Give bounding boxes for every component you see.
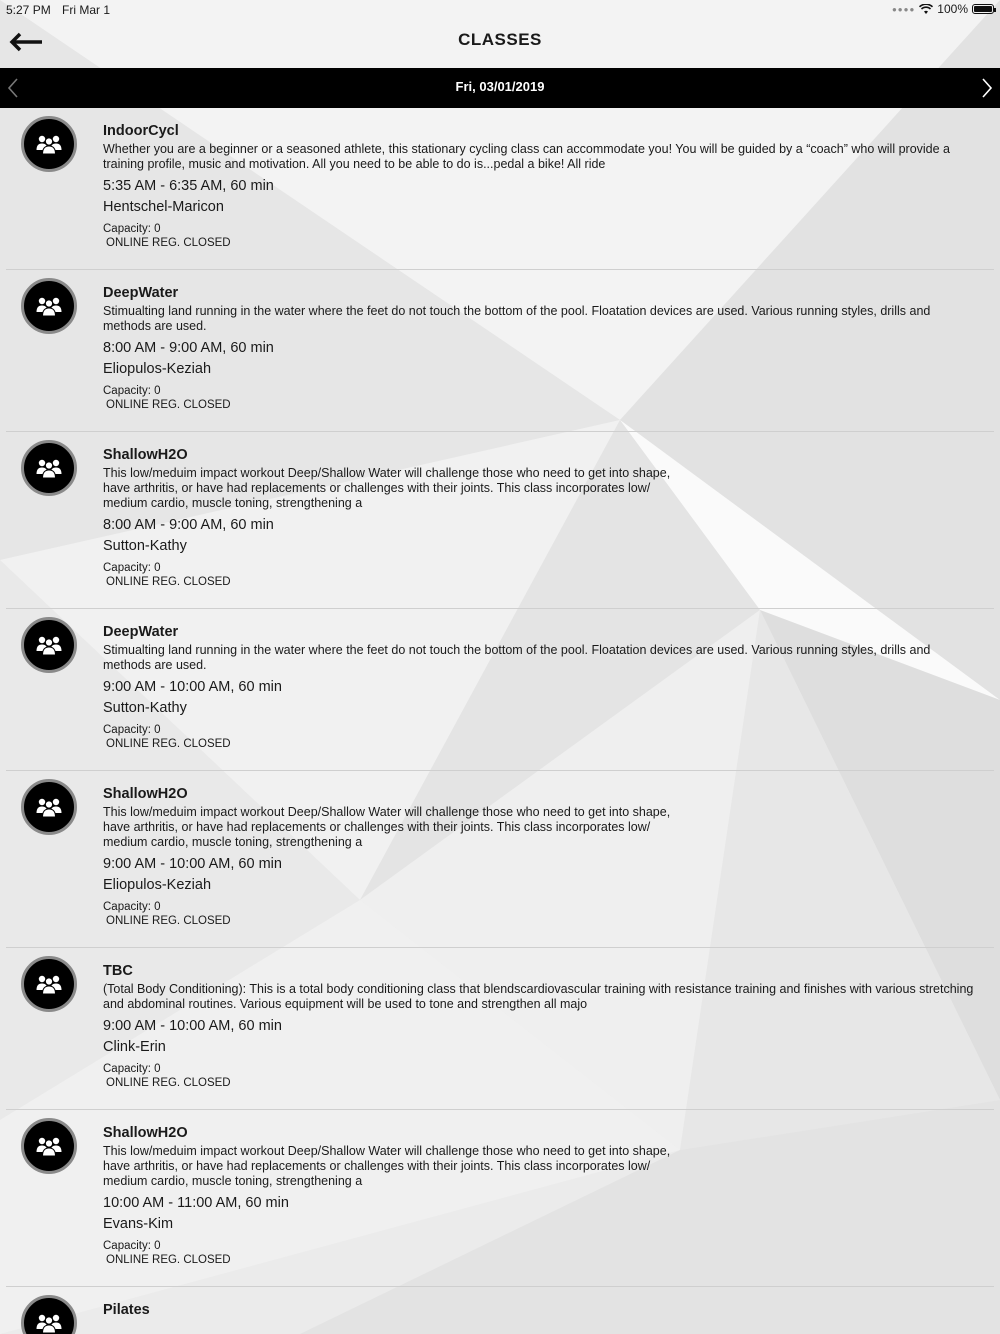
class-title: ShallowH2O bbox=[103, 786, 188, 802]
class-description: Whether you are a beginner or a seasoned athlete, this stationary cycling class can accommodate you! You will be guided by a “coach” who will provide a training profile, music and motivation. All you need to be able to do is...pedal a bike! All ride bbox=[103, 142, 951, 171]
class-list-item[interactable] bbox=[6, 948, 994, 1110]
registration-status bbox=[103, 1325, 980, 1334]
group-class-avatar bbox=[21, 1118, 77, 1174]
registration-status: ONLINE REG. CLOSED bbox=[106, 1077, 231, 1089]
class-capacity: Capacity: 0 bbox=[103, 901, 161, 913]
class-description: This low/meduim impact workout Deep/Shallow Water will challenge those who need to get into shape, have arthritis, or have had replacements or challenges with their joints. This class incorporates low/ medium cardio, muscle toning, strengthening a bbox=[103, 805, 671, 849]
class-title: ShallowH2O bbox=[103, 447, 188, 463]
group-people-icon bbox=[34, 973, 64, 995]
class-time: 9:00 AM - 10:00 AM, 60 min bbox=[103, 856, 282, 872]
class-title: DeepWater bbox=[103, 285, 179, 301]
group-people-icon bbox=[34, 796, 64, 818]
current-date: Fri, 03/01/2019 bbox=[455, 79, 545, 94]
class-title: TBC bbox=[103, 963, 133, 979]
next-day-button[interactable] bbox=[976, 76, 996, 100]
class-title: IndoorCycl bbox=[103, 123, 179, 139]
group-class-avatar bbox=[21, 440, 77, 496]
class-instructor: Evans-Kim bbox=[103, 1216, 174, 1232]
class-description: (Total Body Conditioning): This is a total body conditioning class that blendscardiovascular training with resistance training and finishes with various stretching and abdominal routines. Various equipment will be used to tone and strengthen all majo bbox=[103, 982, 974, 1011]
class-time: 10:00 AM - 11:00 AM, 60 min bbox=[103, 1195, 289, 1211]
class-description: This low/meduim impact workout Deep/Shallow Water will challenge those who need to get into shape, have arthritis, or have had replacements or challenges with their joints. This class incorporates low/ medium cardio, muscle toning, strengthening a bbox=[103, 466, 671, 510]
class-instructor: Sutton-Kathy bbox=[103, 700, 187, 716]
group-class-avatar bbox=[21, 779, 77, 835]
class-list-item[interactable] bbox=[6, 1110, 994, 1287]
chevron-right-icon bbox=[976, 76, 996, 100]
class-list-item[interactable] bbox=[6, 771, 994, 948]
registration-status: ONLINE REG. CLOSED bbox=[106, 576, 231, 588]
class-list-item[interactable] bbox=[6, 108, 994, 270]
group-people-icon bbox=[34, 133, 64, 155]
class-title: Pilates bbox=[103, 1302, 150, 1318]
registration-status: ONLINE REG. CLOSED bbox=[106, 915, 231, 927]
page-title: CLASSES bbox=[458, 30, 542, 49]
group-class-avatar bbox=[21, 278, 77, 334]
class-capacity: Capacity: 0 bbox=[103, 223, 161, 235]
group-class-avatar bbox=[21, 116, 77, 172]
class-time: 5:35 AM - 6:35 AM, 60 min bbox=[103, 178, 274, 194]
group-people-icon bbox=[34, 295, 64, 317]
class-instructor: Hentschel-Maricon bbox=[103, 199, 224, 215]
status-time: 5:27 PM bbox=[6, 3, 51, 17]
class-title: DeepWater bbox=[103, 624, 179, 640]
class-title: ShallowH2O bbox=[103, 1125, 188, 1141]
class-capacity: Capacity: 0 bbox=[103, 385, 161, 397]
class-list-item[interactable] bbox=[6, 1287, 994, 1334]
class-time: 8:00 AM - 9:00 AM, 60 min bbox=[103, 340, 274, 356]
group-people-icon bbox=[34, 457, 64, 479]
battery-icon bbox=[972, 4, 994, 14]
class-time: 9:00 AM - 10:00 AM, 60 min bbox=[103, 1018, 282, 1034]
battery-percent: 100% bbox=[937, 2, 968, 16]
status-indicators bbox=[892, 2, 994, 16]
registration-status: ONLINE REG. CLOSED bbox=[106, 399, 231, 411]
class-instructor: Clink-Erin bbox=[103, 1039, 166, 1055]
group-class-avatar bbox=[21, 956, 77, 1012]
class-instructor: Eliopulos-Keziah bbox=[103, 877, 212, 893]
class-time: 9:00 AM - 10:00 AM, 60 min bbox=[103, 679, 282, 695]
class-description: This low/meduim impact workout Deep/Shallow Water will challenge those who need to get into shape, have arthritis, or have had replacements or challenges with their joints. This class incorporates low/ medium cardio, muscle toning, strengthening a bbox=[103, 1144, 671, 1188]
cellular-signal-icon: ●●●● bbox=[891, 4, 916, 14]
class-list-item[interactable] bbox=[6, 432, 994, 609]
group-people-icon bbox=[34, 1312, 64, 1334]
class-list-item[interactable] bbox=[6, 609, 994, 771]
class-capacity: Capacity: 0 bbox=[103, 562, 161, 574]
registration-status: ONLINE REG. CLOSED bbox=[106, 738, 231, 750]
class-list-item[interactable] bbox=[6, 270, 994, 432]
class-capacity: Capacity: 0 bbox=[103, 1063, 161, 1075]
class-capacity: Capacity: 0 bbox=[103, 724, 161, 736]
class-description: Stimualting land running in the water where the feet do not touch the bottom of the pool. Floatation devices are used. Various running styles, drills and methods are used. bbox=[103, 643, 931, 672]
group-class-avatar bbox=[21, 617, 77, 673]
class-instructor: Eliopulos-Keziah bbox=[103, 361, 212, 377]
class-time: 8:00 AM - 9:00 AM, 60 min bbox=[103, 517, 274, 533]
date-navigator bbox=[0, 68, 1000, 108]
wifi-icon bbox=[919, 4, 933, 15]
class-list bbox=[0, 108, 1000, 1334]
navigation-bar bbox=[0, 20, 1000, 68]
group-people-icon bbox=[34, 1135, 64, 1157]
group-class-avatar bbox=[21, 1295, 77, 1334]
status-bar bbox=[0, 0, 1000, 20]
registration-status: ONLINE REG. CLOSED bbox=[106, 237, 231, 249]
class-instructor: Sutton-Kathy bbox=[103, 538, 187, 554]
status-date: Fri Mar 1 bbox=[62, 3, 110, 17]
registration-status: ONLINE REG. CLOSED bbox=[106, 1254, 231, 1266]
group-people-icon bbox=[34, 634, 64, 656]
class-description: Stimualting land running in the water where the feet do not touch the bottom of the pool. Floatation devices are used. Various running styles, drills and methods are used. bbox=[103, 304, 931, 333]
class-capacity: Capacity: 0 bbox=[103, 1240, 161, 1252]
